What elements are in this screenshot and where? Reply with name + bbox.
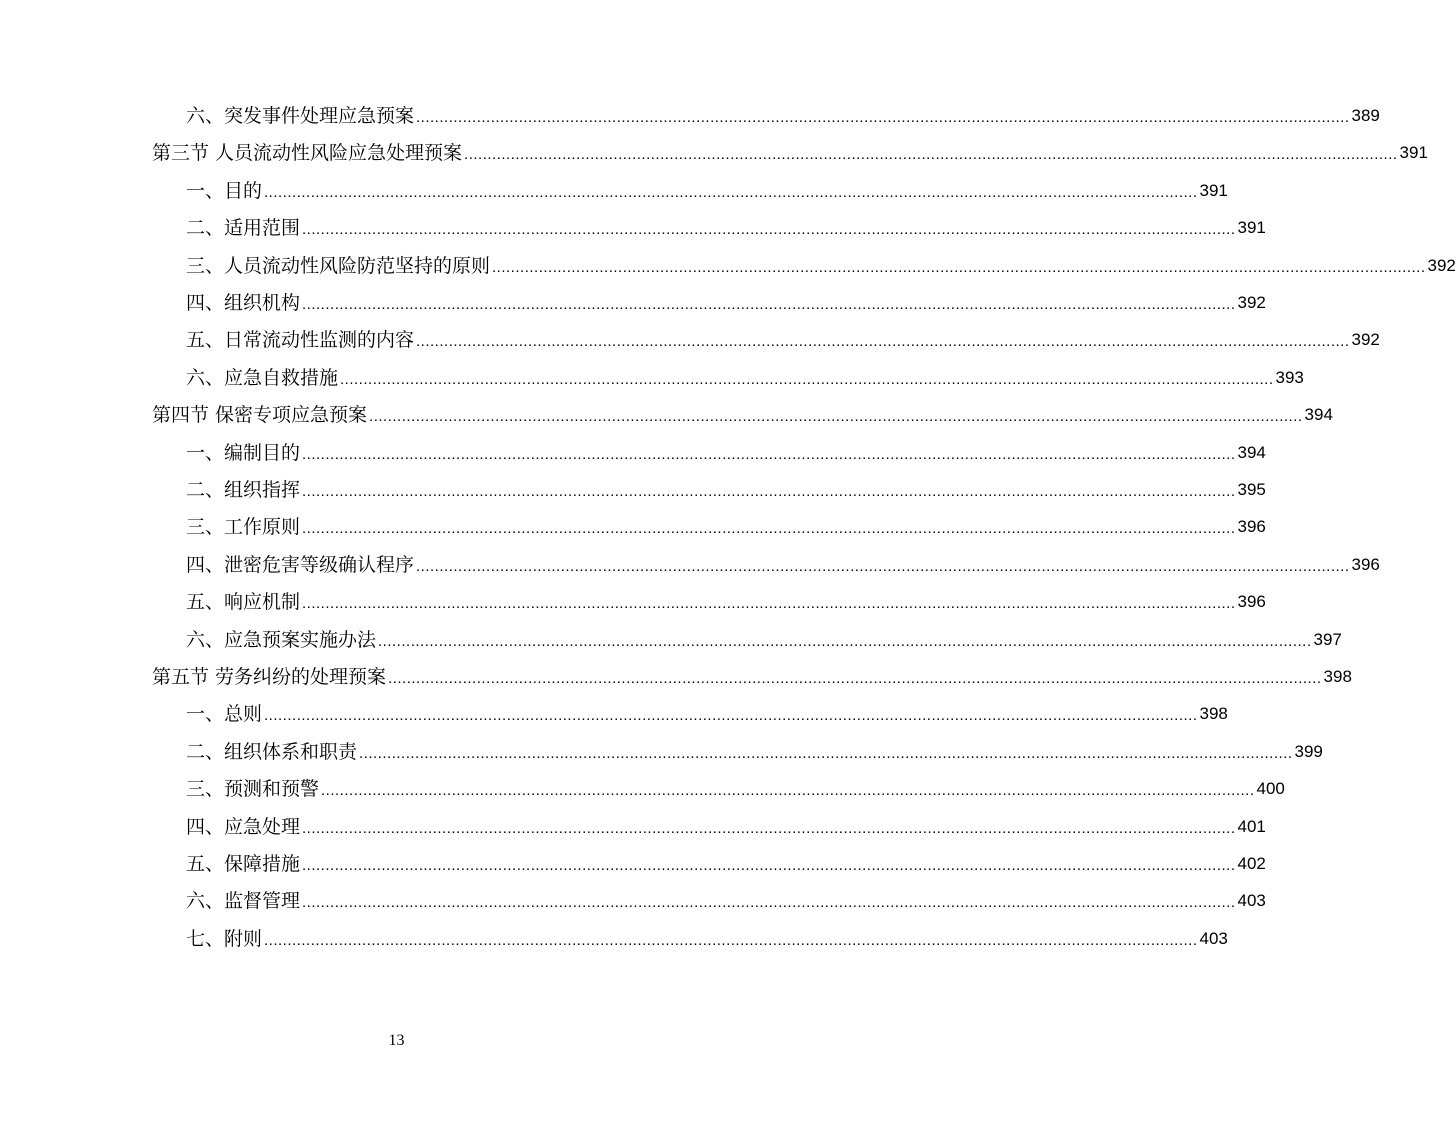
toc-dot-leader: ........................................................................................................................................................................................................ — [302, 894, 1236, 912]
toc-entry-page: 392 — [1427, 255, 1456, 275]
toc-dot-leader: ........................................................................................................................................................................................................ — [302, 857, 1236, 874]
toc-entry-label: 第四节 保密专项应急预案 — [152, 404, 368, 427]
toc-entry-label: 五、响应机制 — [186, 591, 301, 614]
toc-entry-label: 第三节 人员流动性风险应急处理预案 — [152, 142, 463, 165]
toc-dot-leader: ........................................................................................................................................................................................................ — [302, 520, 1236, 538]
toc-entry-label: 第五节 劳务纠纷的处理预案 — [152, 666, 387, 688]
toc-subsection-entry[interactable] — [186, 587, 1266, 617]
toc-dot-leader: ........................................................................................................................................................................................................ — [321, 782, 1255, 800]
toc-entry-page: 396 — [1237, 592, 1266, 612]
toc-dot-leader: ........................................................................................................................................................................................................ — [492, 258, 1426, 276]
toc-entry-page: 403 — [1237, 891, 1266, 911]
toc-subsection-entry[interactable] — [186, 849, 1266, 879]
toc-section-entry[interactable] — [152, 138, 1428, 168]
toc-entry-label: 四、应急处理 — [186, 815, 301, 838]
toc-section-entry[interactable] — [152, 400, 1333, 430]
toc-subsection-entry[interactable] — [186, 176, 1228, 206]
toc-entry-page: 392 — [1237, 293, 1266, 312]
toc-entry-page: 394 — [1237, 442, 1266, 462]
toc-entry-page: 397 — [1313, 629, 1342, 649]
toc-dot-leader: ........................................................................................................................................................................................................ — [302, 445, 1236, 463]
toc-subsection-entry[interactable] — [186, 101, 1380, 131]
toc-dot-leader: ........................................................................................................................................................................................................ — [369, 408, 1303, 426]
toc-entry-page: 403 — [1199, 928, 1228, 948]
toc-dot-leader: ........................................................................................................................................................................................................ — [302, 221, 1236, 239]
toc-subsection-entry[interactable] — [186, 886, 1266, 916]
toc-dot-leader: ........................................................................................................................................................................................................ — [388, 670, 1322, 687]
toc-dot-leader: ........................................................................................................................................................................................................ — [264, 707, 1198, 725]
toc-entry-page: 392 — [1351, 330, 1380, 350]
toc-dot-leader: ........................................................................................................................................................................................................ — [264, 183, 1198, 201]
toc-entry-label: 三、人员流动性风险防范坚持的原则 — [186, 254, 491, 277]
toc-subsection-entry[interactable] — [186, 251, 1456, 281]
toc-subsection-entry[interactable] — [186, 774, 1285, 804]
toc-dot-leader: ........................................................................................................................................................................................................ — [302, 595, 1236, 613]
toc-entry-page: 391 — [1399, 143, 1428, 163]
toc-entry-label: 四、组织机构 — [186, 292, 301, 314]
toc-entry-page: 400 — [1256, 779, 1285, 799]
toc-entry-label: 二、组织体系和职责 — [186, 740, 358, 763]
toc-entry-label: 五、日常流动性监测的内容 — [186, 329, 415, 352]
toc-entry-page: 393 — [1275, 367, 1304, 387]
toc-entry-label: 四、泄密危害等级确认程序 — [186, 553, 415, 576]
toc-entry-label: 六、应急自救措施 — [186, 366, 339, 389]
toc-dot-leader: ........................................................................................................................................................................................................ — [340, 370, 1274, 388]
toc-entry-page: 398 — [1323, 667, 1352, 686]
toc-dot-leader: ........................................................................................................................................................................................................ — [416, 333, 1350, 351]
toc-entry-label: 五、保障措施 — [186, 853, 301, 875]
toc-subsection-entry[interactable] — [186, 288, 1266, 318]
toc-subsection-entry[interactable] — [186, 438, 1266, 468]
toc-dot-leader: ........................................................................................................................................................................................................ — [302, 819, 1236, 837]
toc-dot-leader: ........................................................................................................................................................................................................ — [264, 931, 1198, 949]
toc-subsection-entry[interactable] — [186, 625, 1342, 655]
toc-subsection-entry[interactable] — [186, 325, 1380, 355]
toc-entry-label: 三、工作原则 — [186, 516, 301, 539]
toc-dot-leader: ........................................................................................................................................................................................................ — [464, 146, 1398, 164]
toc-section-entry[interactable] — [152, 662, 1352, 692]
toc-entry-page: 402 — [1237, 854, 1266, 873]
toc-subsection-entry[interactable] — [186, 550, 1380, 580]
toc-subsection-entry[interactable] — [186, 213, 1266, 243]
toc-dot-leader: ........................................................................................................................................................................................................ — [416, 557, 1350, 575]
toc-entry-page: 391 — [1199, 180, 1228, 200]
toc-dot-leader: ........................................................................................................................................................................................................ — [378, 632, 1312, 650]
toc-entry-page: 396 — [1351, 554, 1380, 574]
toc-dot-leader: ........................................................................................................................................................................................................ — [359, 744, 1293, 762]
toc-entry-page: 398 — [1199, 704, 1228, 724]
toc-subsection-entry[interactable] — [186, 737, 1323, 767]
toc-entry-page: 389 — [1351, 106, 1380, 125]
toc-entry-page: 401 — [1237, 816, 1266, 836]
toc-entry-label: 二、组织指挥 — [186, 479, 301, 501]
toc-dot-leader: ........................................................................................................................................................................................................ — [302, 296, 1236, 313]
toc-entry-label: 二、适用范围 — [186, 217, 301, 240]
toc-entry-page: 396 — [1237, 517, 1266, 537]
page-number: 13 — [388, 1032, 405, 1049]
toc-entry-page: 391 — [1237, 218, 1266, 238]
toc-entry-label: 一、编制目的 — [186, 441, 301, 464]
toc-entry-label: 三、预测和预警 — [186, 778, 320, 801]
toc-subsection-entry[interactable] — [186, 475, 1266, 505]
toc-subsection-entry[interactable] — [186, 363, 1304, 393]
toc-dot-leader: ........................................................................................................................................................................................................ — [302, 483, 1236, 500]
toc-entry-label: 一、目的 — [186, 179, 263, 202]
toc-subsection-entry[interactable] — [186, 512, 1266, 542]
toc-entry-label: 六、突发事件处理应急预案 — [186, 105, 415, 127]
toc-entry-page: 399 — [1294, 741, 1323, 761]
toc-dot-leader: ........................................................................................................................................................................................................ — [416, 109, 1350, 126]
toc-subsection-entry[interactable] — [186, 699, 1228, 729]
toc-entry-label: 六、监督管理 — [186, 890, 301, 913]
toc-entry-label: 七、附则 — [186, 927, 263, 950]
toc-entry-page: 395 — [1237, 480, 1266, 499]
toc-entry-page: 394 — [1304, 405, 1333, 425]
toc-entry-label: 六、应急预案实施办法 — [186, 628, 377, 651]
toc-entry-label: 一、总则 — [186, 703, 263, 726]
toc-subsection-entry[interactable] — [186, 812, 1266, 842]
toc-subsection-entry[interactable] — [186, 924, 1228, 954]
